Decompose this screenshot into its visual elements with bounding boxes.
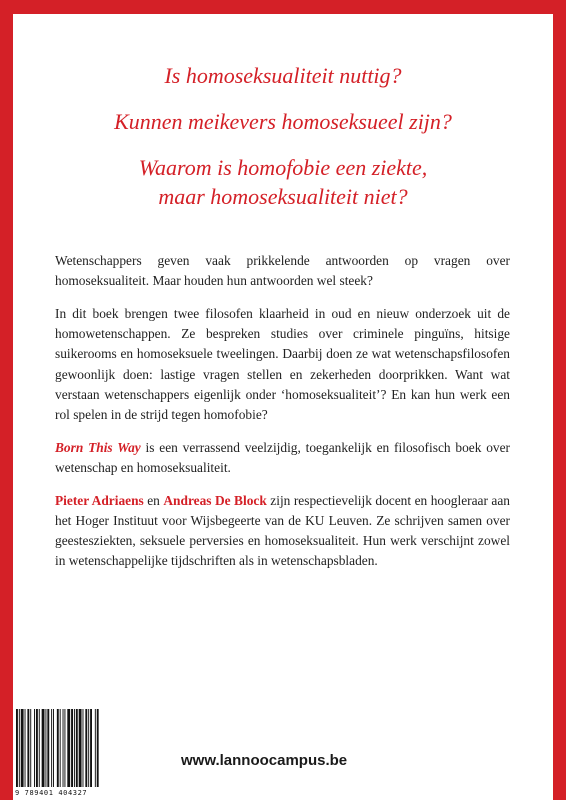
barcode-bar: [76, 709, 78, 787]
barcode-bar: [45, 709, 46, 787]
barcode-bar: [60, 709, 61, 787]
author-name-2: Andreas De Block: [163, 492, 267, 508]
book-title: Born This Way: [55, 439, 141, 455]
barcode-bar: [67, 709, 70, 787]
barcode-bar: [74, 709, 75, 787]
question-block: [13, 61, 553, 229]
barcode-bar: [95, 709, 96, 787]
barcode-bar: [51, 709, 52, 787]
barcode-bar: [88, 709, 89, 787]
barcode-bar: [85, 709, 87, 787]
barcode-bar: [36, 709, 38, 787]
isbn-digits: 9 789401 404327: [15, 789, 88, 797]
blurb-paragraph-3: [55, 438, 510, 478]
question-2: Kunnen meikevers homoseksueel zijn?: [114, 109, 452, 134]
barcode-bar: [53, 709, 54, 787]
barcode-bar: [42, 709, 45, 787]
barcode-bar: [19, 709, 20, 787]
author-name-1: Pieter Adriaens: [55, 492, 144, 508]
publisher-website[interactable]: www.lannoocampus.be: [181, 752, 348, 769]
barcode-bar: [34, 709, 35, 787]
barcode-bar: [57, 709, 59, 787]
barcode-bar: [79, 709, 82, 787]
barcode-bar: [71, 709, 73, 787]
blurb: [55, 251, 510, 584]
barcode-bar: [21, 709, 24, 787]
barcode-bar: [64, 709, 65, 787]
barcode-bar: [63, 709, 64, 787]
barcode-bar: [30, 709, 31, 787]
barcode-bar: [16, 709, 18, 787]
barcode-bars: [16, 709, 123, 787]
barcode-bar: [47, 709, 49, 787]
blurb-paragraph-3-text: is een verrassend veelzijdig, toegankelijk en filosofisch boek over wetenschap en homoseksualiteit.: [55, 439, 510, 475]
question-3-line-1: Waarom is homofobie een ziekte,: [138, 155, 428, 180]
blurb-paragraph-1: Wetenschappers geven vaak prikkelende antwoorden op vragen over homoseksualiteit. Maar houden hun antwoorden wel steek?: [55, 253, 510, 289]
barcode-bar: [90, 709, 92, 787]
barcode-bar: [97, 709, 99, 787]
author-bio: [55, 491, 510, 572]
back-cover: [13, 14, 553, 800]
barcode-bar: [27, 709, 29, 787]
question-3-line-2: maar homoseksualiteit niet?: [158, 184, 408, 209]
isbn-barcode: [13, 707, 126, 800]
barcode-bar: [83, 709, 84, 787]
question-1: Is homoseksualiteit nuttig?: [164, 63, 402, 88]
author-bio-text: zijn respectievelijk docent en hoogleraar aan het Hoger Instituut voor Wijsbegeerte van de KU Leuven. Ze schrijven samen over geestesziekten, seksuele perversies en homoseksualiteit. Hun werk verschijnt zowel in wetenschappelijke tijdschriften als in wetenschapsbladen.: [55, 492, 511, 569]
barcode-bar: [25, 709, 26, 787]
blurb-paragraph-2: In dit boek brengen twee filosofen klaarheid in oud en nieuw onderzoek uit de homowetenschappen. Ze bespreken studies over criminele pinguïns, hitsige suikerooms en homoseksuele tweelingen. Daarbij doen ze wat wetenschapsfilosofen gewoonlijk doen: lastige vragen stellen en zekerheden doorprikken. Want wat verstaan wetenschappers eigenlijk onder ‘homoseksualiteit’? En kan hun werk een rol spelen in de strijd tegen homofobie?: [55, 305, 510, 422]
barcode-bar: [39, 709, 40, 787]
author-conjunction: en: [143, 492, 164, 508]
